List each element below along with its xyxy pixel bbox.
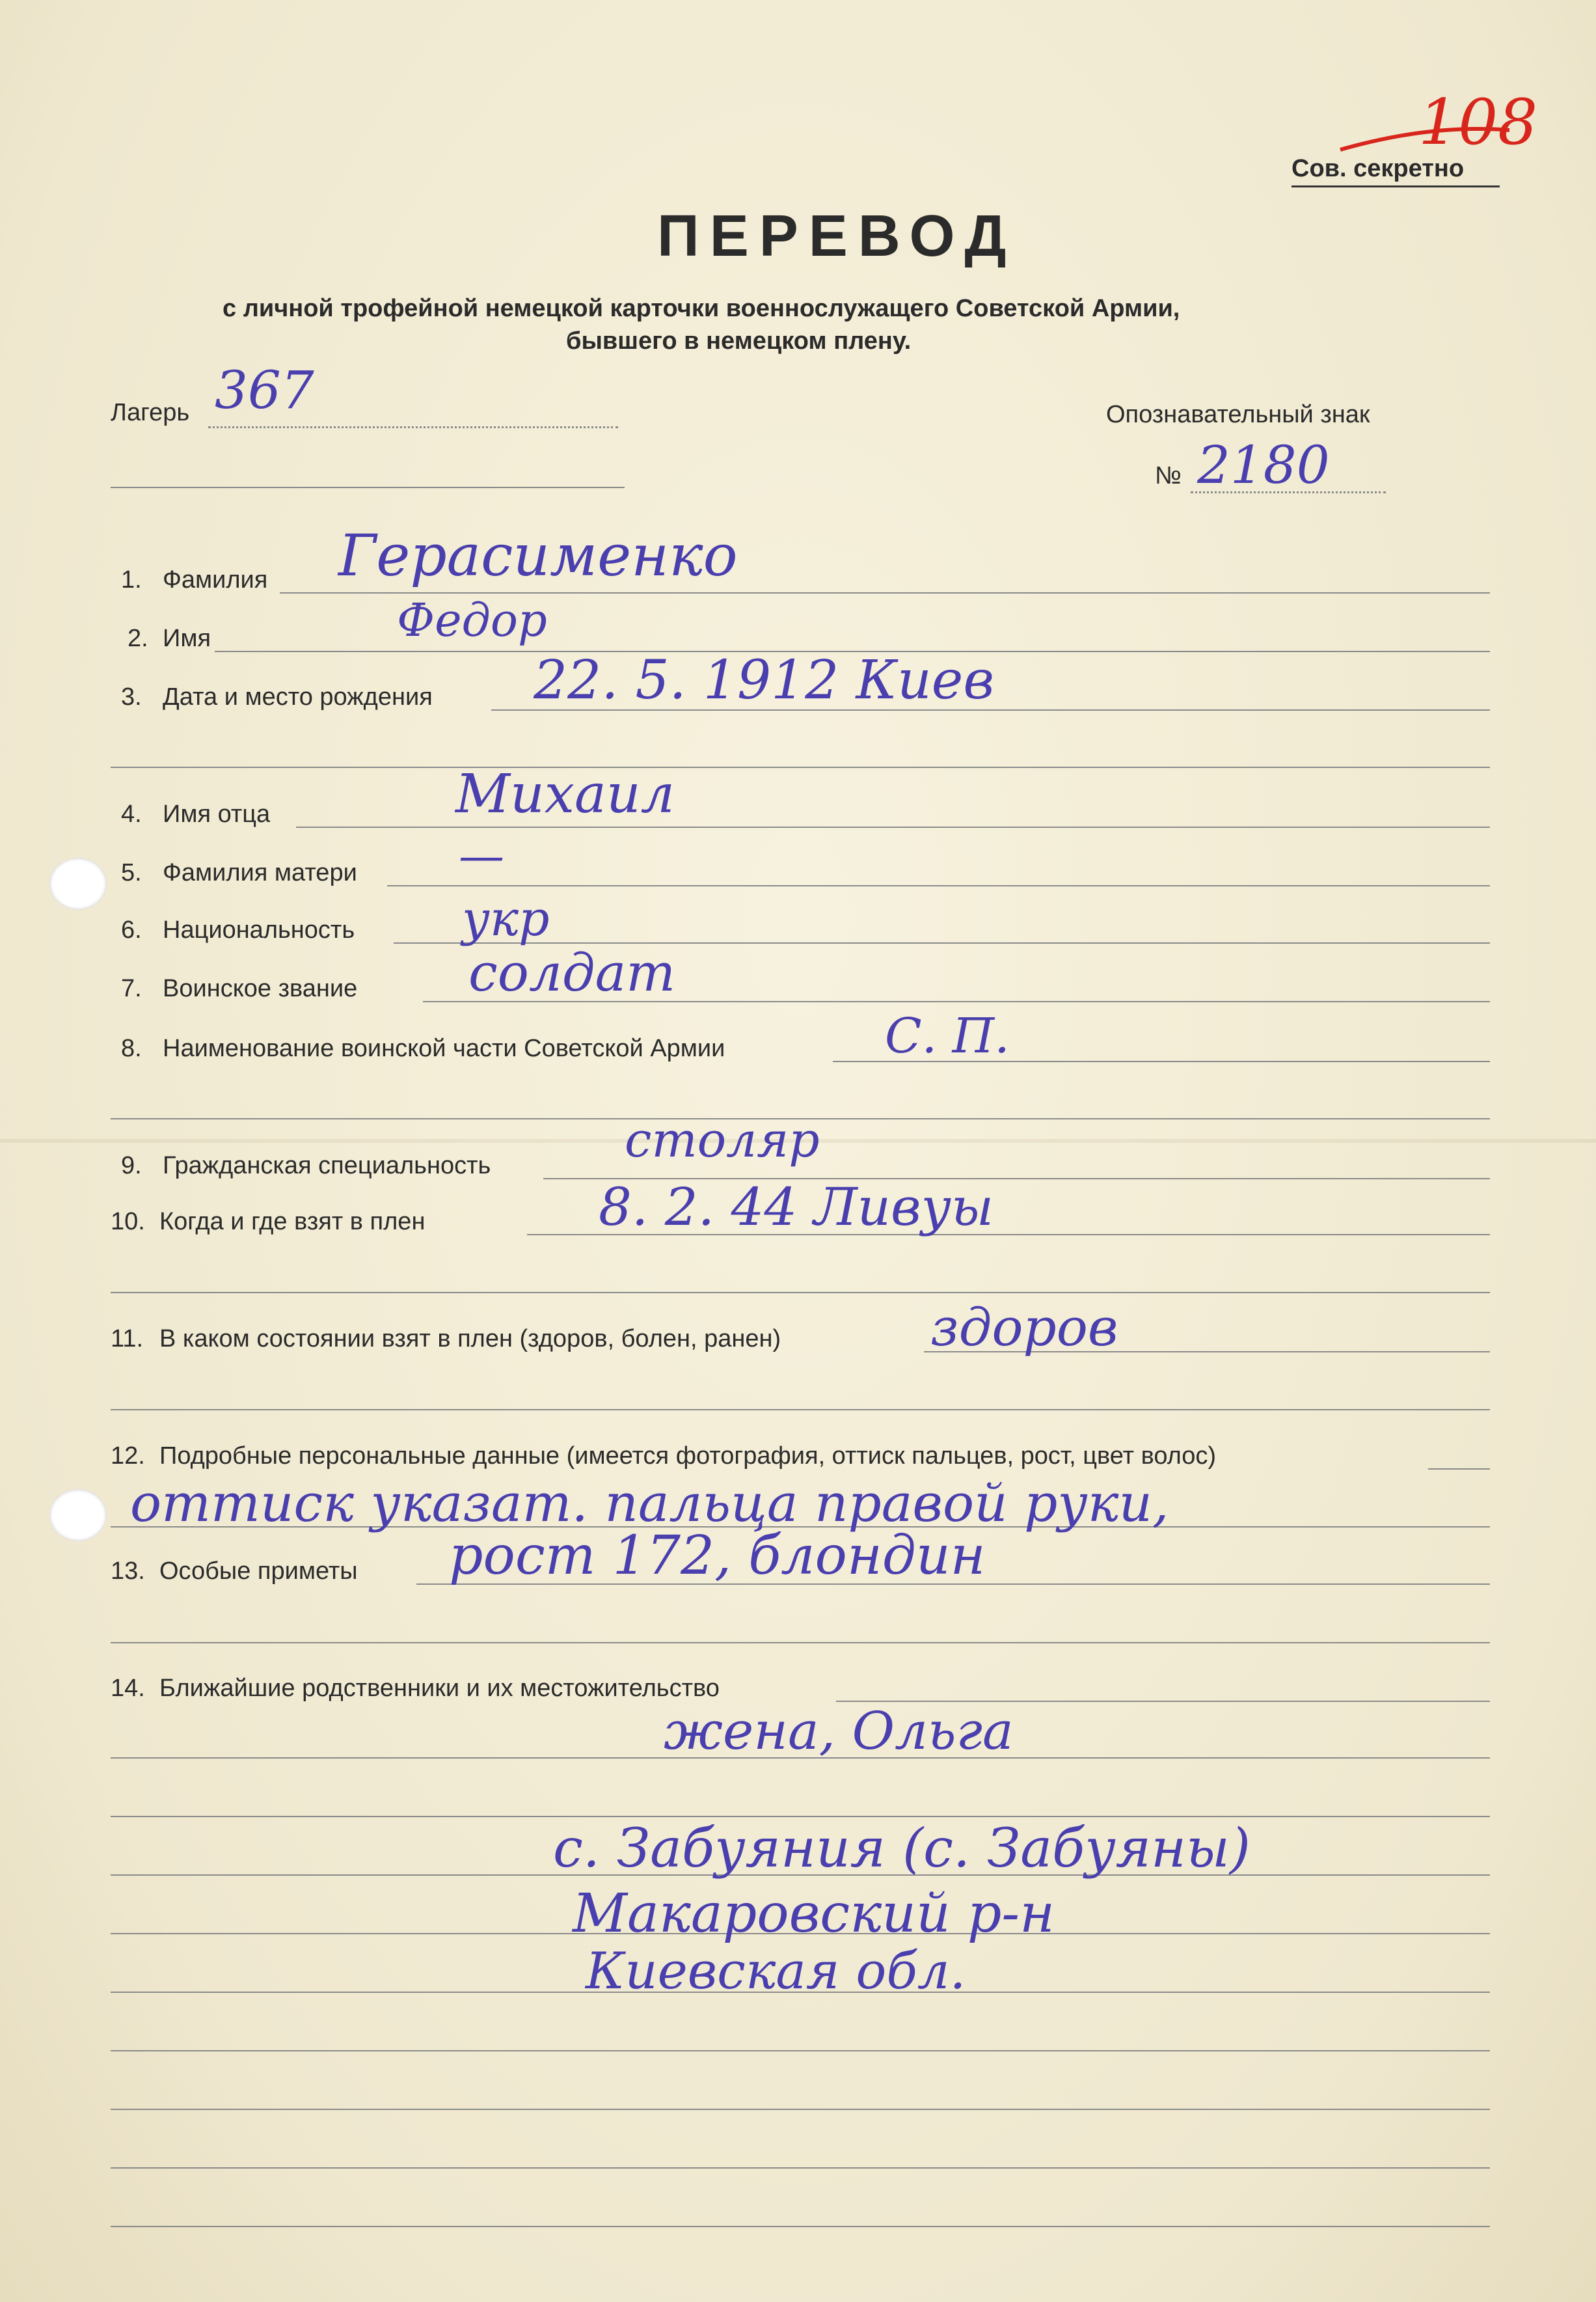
- field-1-value: Герасименко: [338, 522, 738, 589]
- camp-value: 367: [215, 360, 314, 420]
- address-line-1: с. Забуяния (с. Забуяны): [553, 1818, 1251, 1880]
- page-number-annotation: 108: [1418, 86, 1538, 159]
- field-12-value: оттиск указат. пальца правой руки,: [130, 1473, 1169, 1533]
- field-12-label: Подробные персональные данные (имеется фотография, оттиск пальцев, рост, цвет волос): [159, 1442, 1217, 1470]
- subtitle-line-1: с личной трофейной немецкой карточки военнослужащего Советской Армии,: [223, 295, 1180, 322]
- field-14-extra-line-8: [111, 2167, 1490, 2169]
- field-5-label: Фамилия матери: [163, 859, 357, 886]
- field-9-label: Гражданская специальность: [163, 1152, 491, 1179]
- field-14-extra-line-1: [111, 1757, 1490, 1759]
- field-11-value: здоров: [930, 1297, 1118, 1358]
- field-10-label: Когда и где взят в плен: [159, 1208, 426, 1235]
- field-14-value: жена, Ольга: [664, 1701, 1014, 1761]
- field-13-label: Особые приметы: [159, 1557, 358, 1585]
- field-4-value: Михаил: [455, 763, 675, 825]
- field-4-number: 4.: [121, 801, 142, 828]
- address-line-3: Киевская обл.: [586, 1942, 966, 2001]
- field-5-number: 5.: [121, 859, 142, 886]
- field-7-value: солдат: [468, 942, 676, 1003]
- id-tag-value: 2180: [1197, 435, 1330, 495]
- field-8-number: 8.: [121, 1035, 142, 1062]
- field-4-label: Имя отца: [163, 801, 271, 828]
- classification-underline: [1292, 185, 1500, 187]
- field-5-line: [387, 885, 1490, 886]
- id-tag-label: Опознавательный знак: [1106, 401, 1370, 428]
- punch-hole: [49, 1489, 107, 1541]
- field-9-number: 9.: [121, 1152, 142, 1179]
- field-13-value: рост 172, блондин: [449, 1525, 986, 1587]
- camp-label: Лагерь: [111, 399, 190, 426]
- field-1-number: 1.: [121, 566, 142, 594]
- field-6-number: 6.: [121, 916, 142, 944]
- field-3-number: 3.: [121, 683, 142, 711]
- field-14-number: 14.: [111, 1675, 145, 1702]
- field-10-value: 8. 2. 44 Ливуы: [599, 1177, 994, 1237]
- field-2-value: Федор: [397, 594, 547, 647]
- field-6-value: укр: [462, 891, 550, 947]
- field-5-value: —: [459, 829, 504, 883]
- field-14-extra-line-9: [111, 2226, 1490, 2227]
- id-tag-number-sign: №: [1155, 462, 1182, 489]
- field-12-number: 12.: [111, 1442, 145, 1470]
- field-3-extra-line: [111, 767, 1490, 768]
- field-10-extra-line: [111, 1292, 1490, 1293]
- field-1-label: Фамилия: [163, 566, 268, 594]
- field-11-number: 11.: [111, 1325, 144, 1352]
- field-7-number: 7.: [121, 975, 142, 1002]
- camp-extra-line: [111, 487, 625, 488]
- field-8-value: С. П.: [885, 1008, 1010, 1064]
- field-14-label: Ближайшие родственники и их местожительство: [159, 1675, 720, 1702]
- field-3-label: Дата и место рождения: [163, 683, 433, 711]
- field-10-number: 10.: [111, 1208, 145, 1235]
- field-13-extra-line: [111, 1642, 1490, 1643]
- field-4-line: [296, 827, 1490, 828]
- field-12-line: [1428, 1468, 1490, 1470]
- punch-hole: [49, 858, 107, 910]
- field-6-label: Национальность: [163, 916, 355, 944]
- field-14-extra-line-2: [111, 1816, 1490, 1817]
- field-2-number: 2.: [128, 625, 148, 652]
- field-11-label: В каком состоянии взят в плен (здоров, болен, ранен): [159, 1325, 781, 1352]
- field-9-value: столяр: [625, 1112, 820, 1168]
- field-3-value: 22. 5. 1912 Киев: [534, 650, 995, 711]
- classification-label: Сов. секретно: [1292, 155, 1465, 182]
- camp-dotted-line: [208, 426, 618, 428]
- address-line-2: Макаровский р-н: [573, 1883, 1055, 1945]
- field-14-extra-line-6: [111, 2050, 1490, 2051]
- field-13-number: 13.: [111, 1557, 145, 1585]
- field-7-label: Воинское звание: [163, 975, 358, 1002]
- field-14-extra-line-7: [111, 2109, 1490, 2110]
- field-2-label: Имя: [163, 625, 211, 652]
- field-8-label: Наименование воинской части Советской Армии: [163, 1035, 725, 1062]
- field-11-extra-line: [111, 1409, 1490, 1410]
- document-title: ПЕРЕВОД: [657, 204, 1017, 269]
- subtitle-line-2: бывшего в немецком плену.: [566, 327, 912, 355]
